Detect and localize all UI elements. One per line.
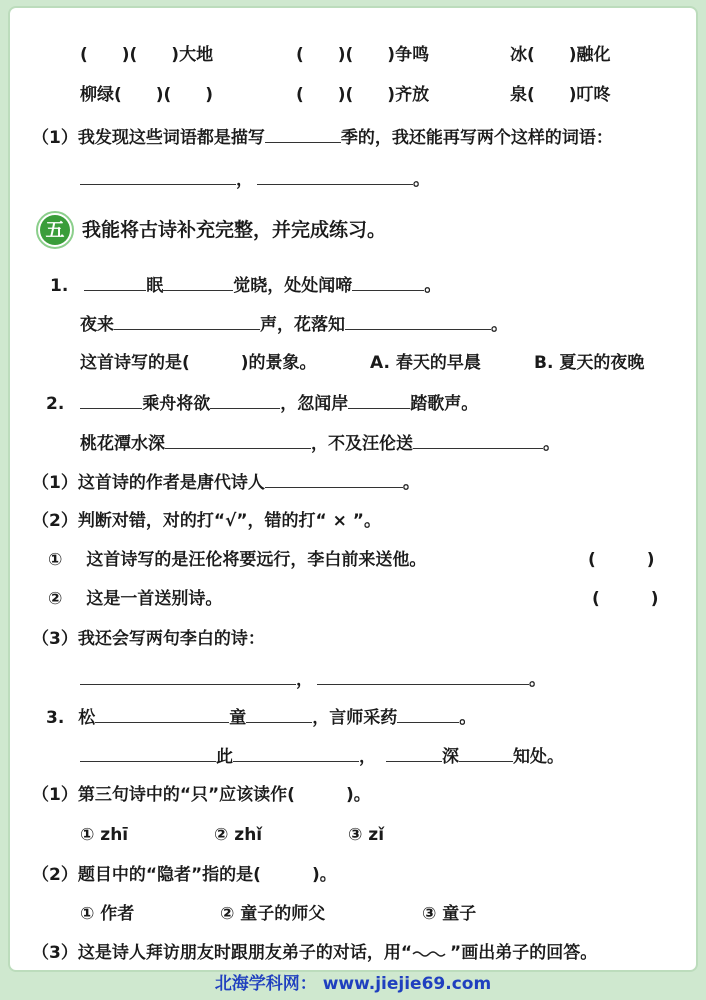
answer-blank[interactable] <box>80 392 142 409</box>
word-blank-2: ( )( )争鸣 <box>296 45 430 65</box>
answer-blank[interactable] <box>246 706 312 723</box>
answer-blank[interactable] <box>80 168 236 185</box>
poem1-line1 <box>50 274 441 297</box>
answer-blank[interactable] <box>84 274 146 291</box>
word-blank-4: 柳绿( )( ) <box>80 85 214 105</box>
answer-blank[interactable] <box>317 668 529 685</box>
poem1-line2 <box>80 313 508 336</box>
poem2-q2: （2）判断对错，对的打“√”，错的打“ × ”。 <box>32 511 381 531</box>
poem3-q3 <box>32 942 597 964</box>
poem-number: 1. <box>50 276 69 296</box>
poem3-q1: （1）第三句诗中的“只”应该读作( )。 <box>32 785 371 805</box>
answer-blank[interactable] <box>265 471 403 488</box>
poem-text: 松 <box>78 708 96 728</box>
wavy-line-icon <box>412 942 450 958</box>
answer-blank[interactable] <box>95 706 229 723</box>
poem-text: 知处。 <box>513 747 564 767</box>
poem-text: ，言师采药 <box>312 708 398 728</box>
section-title: 我能将古诗补充完整，并完成练习。 <box>82 219 387 241</box>
question-text: ”画出弟子的回答。 <box>450 943 598 963</box>
answer-blank[interactable] <box>413 432 543 449</box>
item-number: ② <box>48 589 63 609</box>
answer-blank[interactable] <box>265 126 341 143</box>
worksheet-page <box>10 8 696 970</box>
answer-blank[interactable] <box>386 745 442 762</box>
period: 。 <box>413 170 430 190</box>
answer-blank[interactable] <box>257 168 413 185</box>
poem-text: ，忽闻岸 <box>280 394 349 414</box>
judge-item-1 <box>48 549 426 571</box>
word-blank-3: 冰( )融化 <box>510 45 611 65</box>
question-text: （1）这首诗的作者是唐代诗人 <box>32 473 265 493</box>
question-season-a: （1）我发现这些词语都是描写 <box>32 128 265 148</box>
answer-blank[interactable] <box>397 706 459 723</box>
word-blank-5: ( )( )齐放 <box>296 85 430 105</box>
footer-website[interactable]: 北海学科网： www.jiejie69.com <box>214 974 492 994</box>
answer-blank[interactable] <box>80 745 216 762</box>
answer-blank[interactable] <box>352 274 424 291</box>
question-season <box>32 126 613 149</box>
item-text: 这是一首送别诗。 <box>86 589 223 609</box>
poem-number: 3. <box>46 708 65 728</box>
pinyin-option-1[interactable]: ① zhī <box>80 825 129 845</box>
poem-text: 桃花潭水深 <box>80 434 165 454</box>
judge-answer-1[interactable]: ( ) <box>588 550 655 570</box>
pinyin-option-2[interactable]: ② zhǐ <box>214 825 263 845</box>
judge-item-2 <box>48 588 222 610</box>
pinyin-option-3[interactable]: ③ zǐ <box>348 825 385 845</box>
poem-text: 声，花落知 <box>260 315 345 335</box>
poem1-option-a[interactable]: A. 春天的早晨 <box>370 353 481 373</box>
poem-text: 深 <box>442 747 459 767</box>
poem3-line2 <box>80 745 564 768</box>
item-text: 这首诗写的是汪伦将要远行，李白前来送他。 <box>86 550 427 570</box>
answer-blank[interactable] <box>163 274 233 291</box>
answer-blank[interactable] <box>345 313 491 330</box>
period: 。 <box>529 670 546 690</box>
poem-text: 眠 <box>146 276 164 296</box>
period: 。 <box>543 434 560 454</box>
poem2-line1 <box>46 392 478 415</box>
poem2-q3-answer <box>80 668 546 691</box>
judge-answer-2[interactable]: ( ) <box>592 589 659 609</box>
answer-blank[interactable] <box>114 313 260 330</box>
person-option-2[interactable]: ② 童子的师父 <box>220 904 326 924</box>
poem3-line1 <box>46 706 476 729</box>
poem-text: 夜来 <box>80 315 114 335</box>
poem-text: 童 <box>229 708 247 728</box>
comma: ， <box>296 670 313 690</box>
period: 。 <box>424 276 442 296</box>
answer-line-words <box>80 168 430 191</box>
comma: ， <box>236 170 253 190</box>
word-blank-1: ( )( )大地 <box>80 45 214 65</box>
poem2-q1 <box>32 471 420 494</box>
answer-blank[interactable] <box>459 745 513 762</box>
section-badge: 五 <box>40 215 70 245</box>
poem-text: 觉晓，处处闻啼 <box>233 276 353 296</box>
poem-number: 2. <box>46 394 65 414</box>
poem1-choice-question: 这首诗写的是( )的景象。 <box>80 353 317 373</box>
poem-text: ， <box>359 747 376 767</box>
period: 。 <box>402 473 420 493</box>
item-number: ① <box>48 550 63 570</box>
answer-blank[interactable] <box>80 668 296 685</box>
answer-blank[interactable] <box>348 392 410 409</box>
poem-text: 踏歌声。 <box>410 394 479 414</box>
answer-blank[interactable] <box>210 392 280 409</box>
poem1-option-b[interactable]: B. 夏天的夜晚 <box>534 353 645 373</box>
poem3-q2: （2）题目中的“隐者”指的是( )。 <box>32 865 337 885</box>
poem-text: ，不及汪伦送 <box>311 434 413 454</box>
poem-text: 此 <box>216 747 233 767</box>
period: 。 <box>459 708 477 728</box>
answer-blank[interactable] <box>233 745 359 762</box>
word-blank-6: 泉( )叮咚 <box>510 85 611 105</box>
poem2-line2 <box>80 432 560 455</box>
question-text: （3）这是诗人拜访朋友时跟朋友弟子的对话，用“ <box>32 943 413 963</box>
question-season-b: 季的，我还能再写两个这样的词语： <box>340 128 613 148</box>
poem2-q3: （3）我还会写两句李白的诗： <box>32 629 265 649</box>
poem-text: 乘舟将欲 <box>142 394 211 414</box>
person-option-3[interactable]: ③ 童子 <box>422 904 477 924</box>
person-option-1[interactable]: ① 作者 <box>80 904 135 924</box>
period: 。 <box>491 315 508 335</box>
answer-blank[interactable] <box>165 432 311 449</box>
